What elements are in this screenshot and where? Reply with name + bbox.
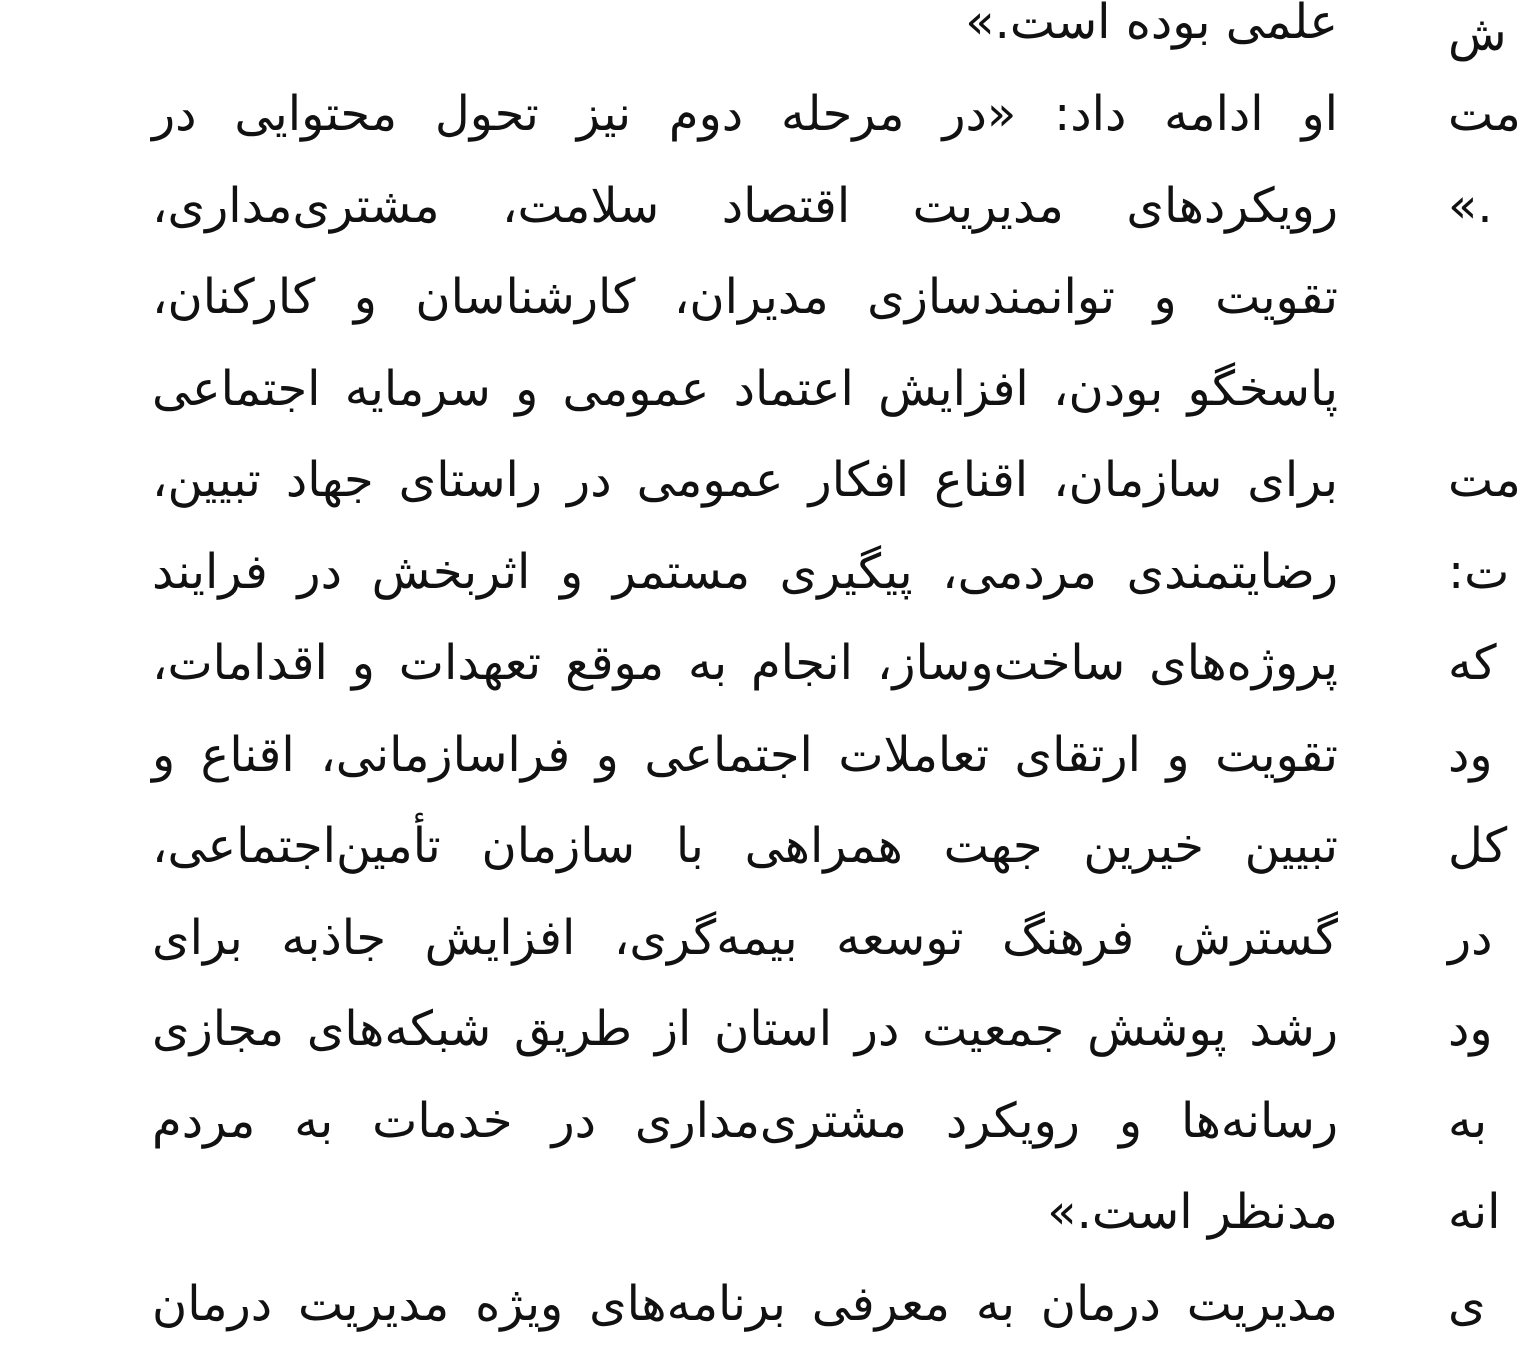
right-fragment-9: در <box>1448 910 1493 966</box>
text-line-10: تبیین خیرین جهت همراهی با سازمان تأمین‌اجتماعی، <box>152 818 1338 874</box>
right-fragment-12: انه <box>1448 1184 1501 1240</box>
right-fragment-2: مت <box>1448 86 1521 142</box>
right-fragment-1: ش <box>1448 6 1507 62</box>
right-fragment-6: که <box>1448 635 1497 691</box>
right-fragment-7: ود <box>1448 727 1493 783</box>
text-line-14: مدنظر است.» <box>1047 1184 1338 1240</box>
text-line-1: علمی بوده است.» <box>965 0 1338 50</box>
right-fragment-10: ود <box>1448 1001 1493 1057</box>
text-line-13: رسانه‌ها و رویکرد مشتری‌مداری در خدمات به مردم <box>152 1093 1338 1149</box>
right-fragment-3: .» <box>1448 178 1493 234</box>
right-fragment-4: مت <box>1448 452 1521 508</box>
text-line-5: پاسخگو بودن، افزایش اعتماد عمومی و سرمایه اجتماعی <box>152 361 1338 417</box>
text-line-11: گسترش فرهنگ توسعه بیمه‌گری، افزایش جاذبه برای <box>152 910 1338 966</box>
text-line-9: تقویت و ارتقای تعاملات اجتماعی و فراسازمانی، اقناع و <box>152 727 1338 783</box>
right-fragment-5: ت: <box>1448 544 1510 600</box>
text-line-7: رضایتمندی مردمی، پیگیری مستمر و اثربخش در فرایند <box>152 544 1338 600</box>
adjacent-column-cropped <box>1448 0 1521 1358</box>
right-fragment-8: کل <box>1448 818 1508 874</box>
text-line-2: او ادامه داد: «در مرحله دوم نیز تحول محتوایی در <box>152 86 1338 142</box>
text-line-6: برای سازمان، اقناع افکار عمومی در راستای جهاد تبیین، <box>152 452 1338 508</box>
right-fragment-11: به <box>1448 1093 1488 1149</box>
text-line-15: مدیریت درمان به معرفی برنامه‌های ویژه مدیریت درمان <box>152 1276 1338 1332</box>
right-fragment-13: ی <box>1448 1276 1486 1332</box>
text-line-12: رشد پوشش جمعیت در استان از طریق شبکه‌های مجازی <box>152 1001 1338 1057</box>
text-line-4: تقویت و توانمندسازی مدیران، کارشناسان و کارکنان، <box>152 269 1338 325</box>
text-line-8: پروژه‌های ساخت‌وساز، انجام به موقع تعهدات و اقدامات، <box>152 635 1338 691</box>
text-line-3: رویکردهای مدیریت اقتصاد سلامت، مشتری‌مداری، <box>152 178 1338 234</box>
